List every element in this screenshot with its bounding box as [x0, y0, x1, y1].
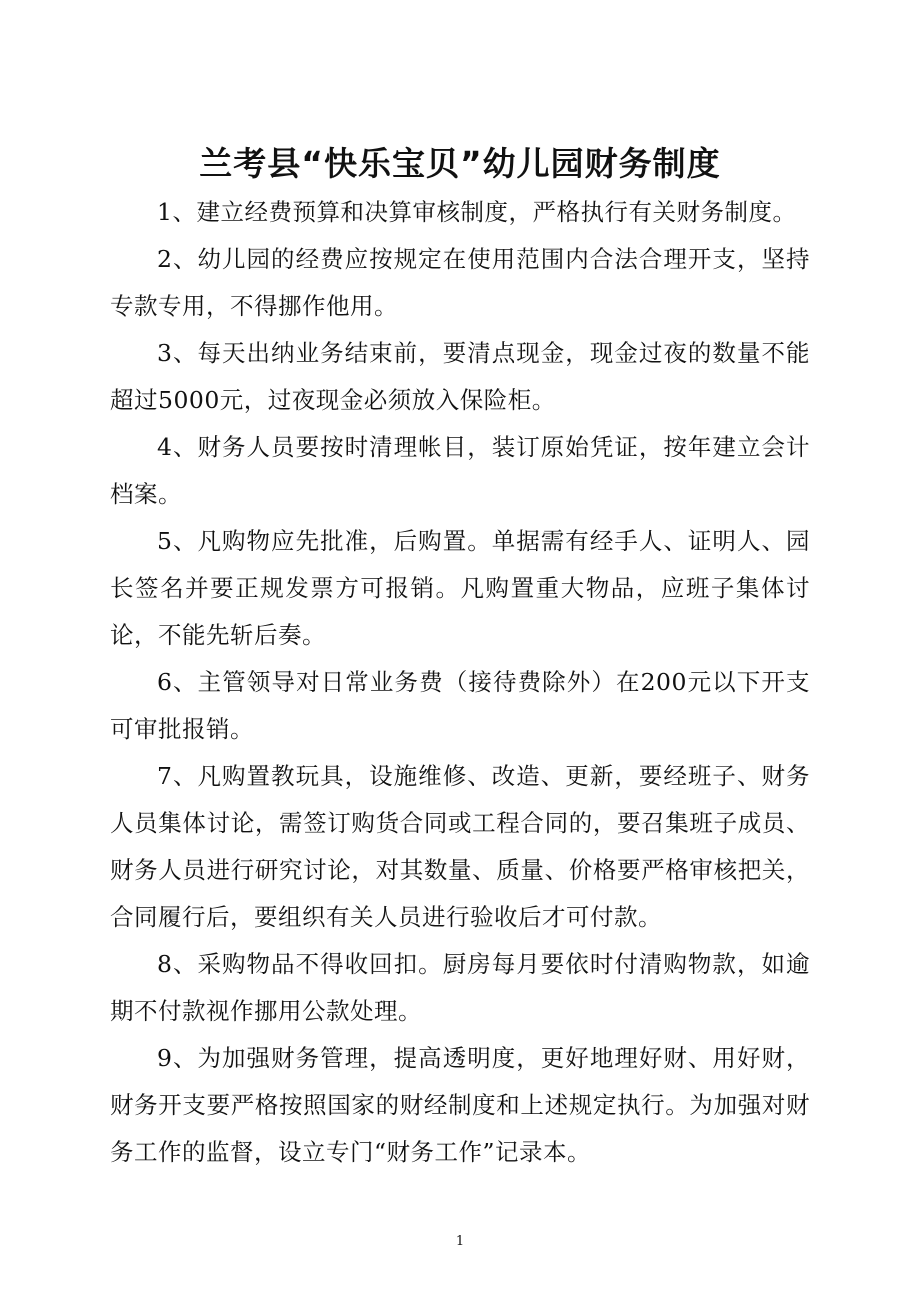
paragraph-8: 8、采购物品不得收回扣。厨房每月要依时付清购物款，如逾期不付款视作挪用公款处理。	[110, 950, 810, 1025]
paragraph-2: 2、幼儿园的经费应按规定在使用范围内合法合理开支，坚持专款专用，不得挪作他用。	[110, 245, 810, 320]
page-number: 1	[455, 1234, 465, 1249]
document-title: 兰考县“快乐宝贝”幼儿园财务制度	[199, 144, 721, 183]
paragraph-9: 9、为加强财务管理，提高透明度，更好地理好财、用好财，财务开支要严格按照国家的财经制度和上述规定执行。为加强对财务工作的监督，设立专门“财务工作”记录本。	[110, 1044, 810, 1166]
paragraph-4: 4、财务人员要按时清理帐目，装订原始凭证，按年建立会计档案。	[110, 433, 810, 508]
paragraph-3: 3、每天出纳业务结束前，要清点现金，现金过夜的数量不能超过5000元，过夜现金必须放入保险柜。	[110, 339, 810, 414]
paragraph-7: 7、凡购置教玩具，设施维修、改造、更新，要经班子、财务人员集体讨论，需签订购货合同或工程合同的，要召集班子成员、财务人员进行研究讨论，对其数量、质量、价格要严格审核把关，合同履行后，要组织有关人员进行验收后才可付款。	[110, 762, 810, 931]
document-body	[110, 189, 810, 1176]
paragraph-5: 5、凡购物应先批准，后购置。单据需有经手人、证明人、园长签名并要正规发票方可报销。凡购置重大物品，应班子集体讨论，不能先斩后奏。	[110, 527, 810, 649]
paragraph-1: 1、建立经费预算和决算审核制度，严格执行有关财务制度。	[157, 198, 797, 226]
paragraph-6: 6、主管领导对日常业务费（接待费除外）在200元以下开支可审批报销。	[110, 668, 810, 743]
